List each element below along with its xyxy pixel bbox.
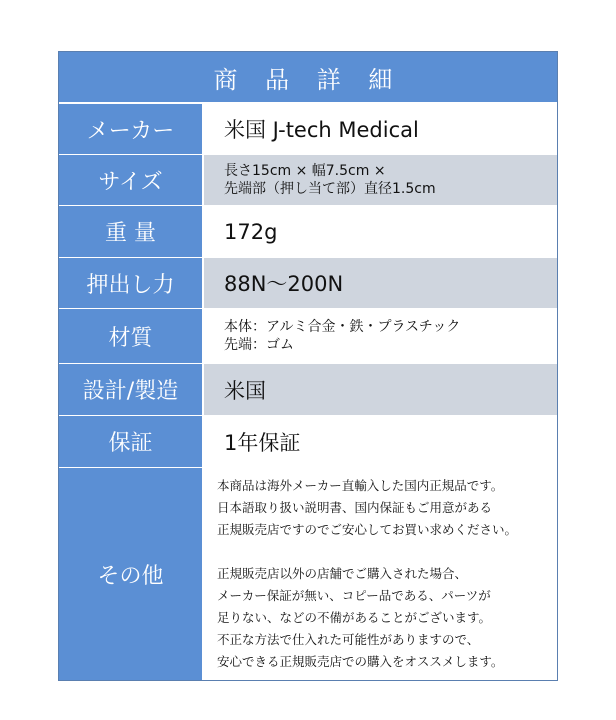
value-weight	[204, 206, 557, 257]
label-weight: 重 量	[59, 206, 204, 257]
value-material-line-1: 本体：アルミ合金・鉄・プラスチック	[224, 319, 461, 335]
value-push-force-text: 88N〜200N	[224, 272, 344, 296]
row-material	[59, 309, 557, 364]
note-line-8: 安心できる正規販売店での購入をオススメします。	[217, 654, 504, 669]
label-material: 材質	[59, 309, 204, 363]
row-maker	[59, 104, 557, 155]
note-line-4: 正規販売店以外の店舗でご購入された場合、	[217, 566, 468, 581]
label-maker: メーカー	[59, 104, 204, 154]
value-maker-text: 米国 J-tech Medical	[224, 118, 419, 142]
value-weight-text: 172g	[224, 219, 278, 244]
row-other	[59, 468, 557, 680]
label-design-manufacture: 設計/製造	[59, 364, 204, 415]
note-line-3: 正規販売店ですのでご安心してお買い求めください。	[217, 522, 518, 537]
value-maker	[204, 104, 557, 154]
note-line-1: 本商品は海外メーカー直輸入した国内正規品です。	[217, 478, 504, 493]
label-warranty: 保証	[59, 416, 204, 467]
row-push-force	[59, 258, 557, 309]
row-weight	[59, 206, 557, 258]
row-warranty	[59, 416, 557, 468]
value-push-force	[204, 258, 557, 308]
value-warranty-text: 1年保証	[224, 430, 301, 455]
value-design-manufacture-text: 米国	[224, 378, 266, 403]
label-other: その他	[59, 468, 204, 680]
note-line-7: 不正な方法で仕入れた可能性がありますので、	[217, 632, 480, 647]
row-design-manufacture	[59, 364, 557, 416]
value-other	[204, 468, 557, 680]
value-warranty	[204, 416, 557, 467]
note-line-6: 足りない、などの不備があることがございます。	[217, 610, 492, 625]
row-size	[59, 155, 557, 206]
note-line-5: メーカー保証が無い、コピー品である、パーツが	[217, 588, 491, 603]
paragraph-spacer	[217, 541, 557, 563]
table-title: 商 品 詳 細	[59, 52, 557, 104]
product-details-table	[58, 51, 558, 681]
value-material	[204, 309, 557, 363]
value-size-line-1: 長さ15cm × 幅7.5cm ×	[224, 163, 386, 179]
note-line-2: 日本語取り扱い説明書、国内保証もご用意がある	[217, 500, 493, 515]
label-size: サイズ	[59, 155, 204, 205]
value-design-manufacture	[204, 364, 557, 415]
value-size	[204, 155, 557, 205]
value-size-line-2: 先端部（押し当て部）直径1.5cm	[224, 181, 436, 197]
value-material-line-2: 先端：ゴム	[224, 337, 294, 353]
label-push-force: 押出し力	[59, 258, 204, 308]
